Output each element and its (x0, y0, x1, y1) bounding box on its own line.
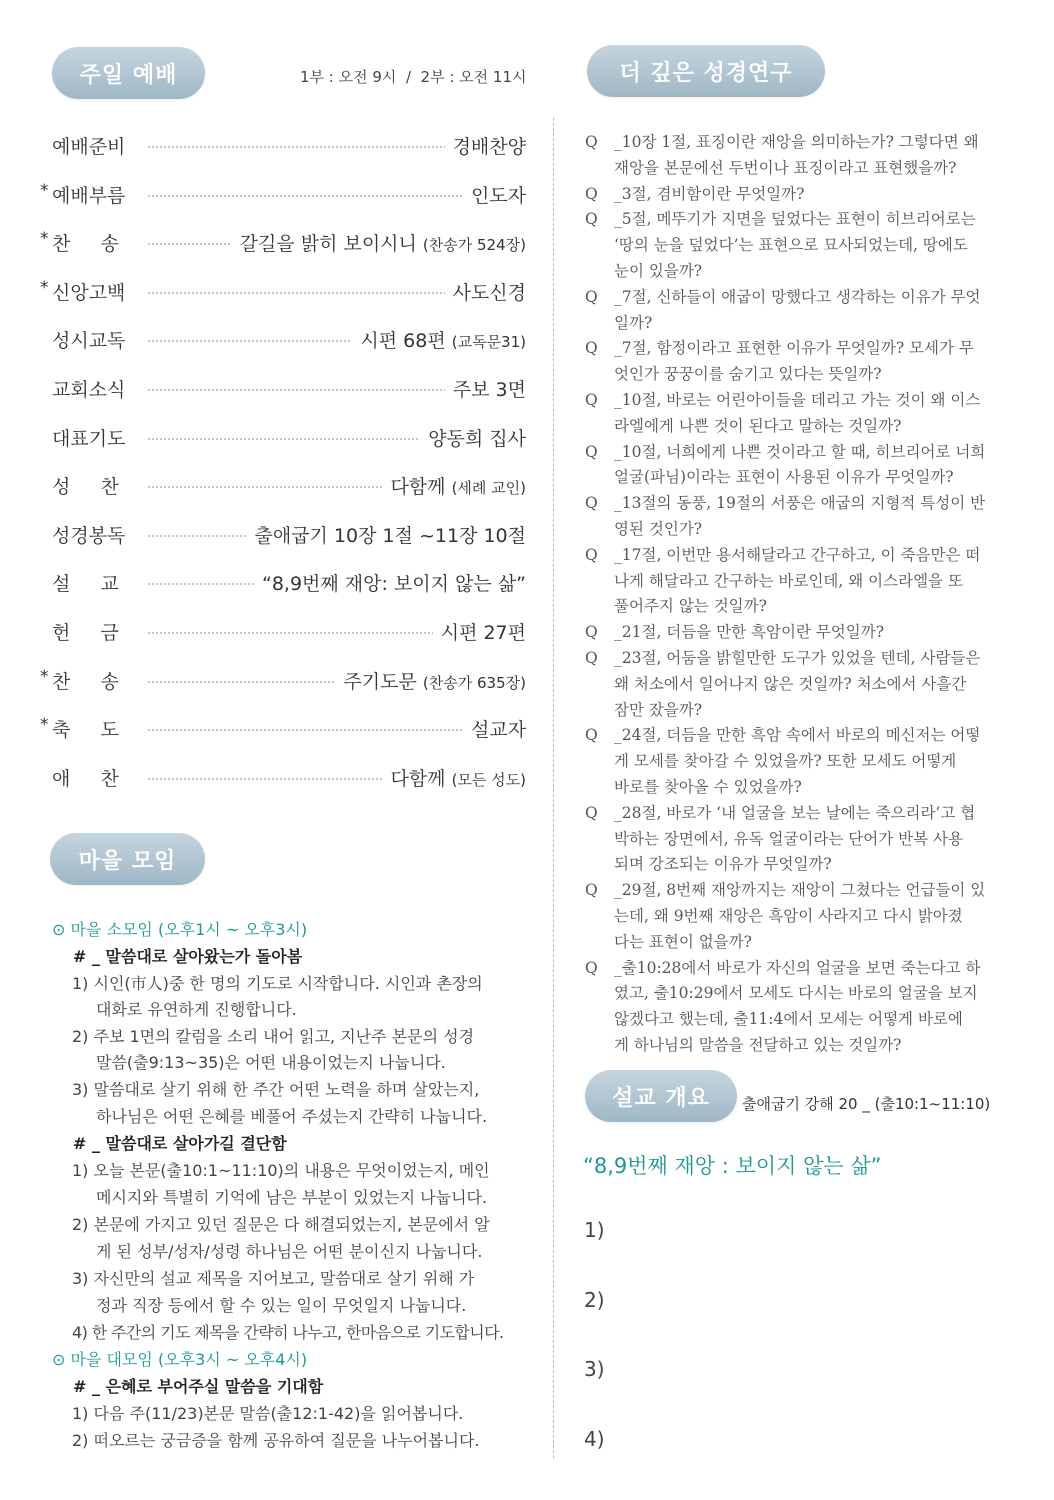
outline-point-1: 1) (584, 1218, 605, 1242)
standing-mark: * (40, 229, 49, 250)
worship-item-value-text: 경배찬양 (452, 136, 526, 158)
question-line: 라엘에게 나쁜 것이 된다고 말하는 것일까? (614, 416, 902, 435)
worship-item-label: 신앙고백 (52, 281, 126, 304)
worship-item-label: 축 도 (52, 719, 119, 742)
worship-item-note: (세례 교인) (451, 479, 526, 498)
worship-item-label: 찬 송 (52, 233, 119, 256)
question-mark-label: Q (585, 958, 598, 977)
question-mark-label: Q (585, 184, 598, 203)
study-question (585, 491, 1015, 543)
question-line: 되며 강조되는 이유가 무엇일까? (614, 855, 832, 874)
worship-item-value (254, 569, 526, 596)
study-question (585, 801, 1015, 878)
question-line: _10절, 바로는 어린아이들을 데리고 가는 것이 왜 이스 (614, 391, 981, 409)
question-mark-label: Q (585, 494, 598, 513)
question-line: _23절, 어둠을 밝힐만한 도구가 있었을 텐데, 사람들은 (614, 649, 981, 667)
question-mark-label: Q (585, 726, 598, 745)
worship-item-note: (찬송가 524장) (422, 236, 526, 255)
worship-item-value-text: 다함께 (390, 476, 446, 499)
question-line: 재앙을 본문에선 두번이나 표징이라고 표현했을까? (614, 158, 957, 177)
study-question (585, 878, 1015, 955)
study-question (585, 956, 1015, 1059)
sermon-section-title: 설교 개요 (585, 1070, 737, 1122)
question-line: 엇인가 꿍꿍이를 숨기고 있다는 뜻일까? (614, 365, 882, 384)
question-line: _7절, 신하들이 애굽이 망했다고 생각하는 이유가 무엇 (614, 287, 981, 306)
standing-mark: * (40, 277, 49, 298)
worship-item-value-text: “8,9번째 재앙: 보이지 않는 삶” (261, 573, 526, 596)
question-mark-label: Q (585, 287, 598, 306)
study-question (585, 723, 1015, 800)
worship-item-note: (교독문31) (451, 333, 526, 352)
question-mark-label: Q (585, 545, 598, 564)
worship-item (40, 666, 526, 695)
s1-line-5: 3) 말씀대로 살기 위해 한 주간 어떤 노력을 하며 살았는지, (72, 1080, 480, 1099)
s1-line-6: 하나님은 어떤 은혜를 베풀어 주셨는지 간략히 나눕니다. (96, 1107, 488, 1126)
question-line: _3절, 겸비함이란 무엇일까? (614, 184, 805, 203)
question-mark-label: Q (585, 803, 598, 822)
study-question (585, 388, 1015, 440)
worship-item (52, 326, 526, 354)
question-mark-label: Q (585, 391, 598, 409)
small-group-heading: ⊙ 마을 소모임 (오후1시 ~ 오후3시) (52, 920, 308, 939)
question-mark-label: Q (585, 649, 598, 667)
study-question (585, 336, 1015, 388)
worship-item (40, 229, 526, 257)
worship-item-value-text: 사도신경 (452, 281, 526, 304)
worship-item-value (335, 667, 526, 694)
question-line: _21절, 더듬을 만한 흑암이란 무엇일까? (614, 623, 885, 642)
column-divider (553, 118, 554, 1458)
s2-line-2: 메시지와 특별히 기억에 남은 부분이 있었는지 나눕니다. (96, 1188, 488, 1207)
worship-item-value-text: 시편 27편 (440, 622, 526, 644)
worship-item-label: 대표기도 (52, 427, 126, 450)
question-line: _10장 1절, 표징이란 재앙을 의미하는가? 그렇다면 왜 (614, 133, 979, 151)
question-line: 눈이 있을까? (614, 261, 703, 280)
worship-item (52, 132, 526, 160)
worship-item-value-text: 주기도문 (343, 670, 417, 693)
worship-item (52, 375, 526, 403)
service-times: 1부 : 오전 9시 / 2부 : 오전 11시 (300, 68, 527, 86)
study-question (585, 646, 1015, 723)
worship-item-label: 예배준비 (52, 136, 126, 158)
standing-mark: * (40, 666, 49, 687)
sermon-series: 출애굽기 강해 20 _ (출10:1~11:10) (742, 1095, 991, 1113)
worship-item (40, 715, 526, 743)
worship-item-label: 설 교 (52, 573, 119, 596)
worship-item-value (445, 375, 526, 402)
worship-item-label: 성경봉독 (52, 524, 126, 547)
standing-mark: * (40, 180, 49, 201)
study-question (585, 440, 1015, 492)
question-mark-label: Q (585, 881, 598, 900)
large-group-heading: ⊙ 마을 대모임 (오후3시 ~ 오후4시) (52, 1350, 308, 1369)
worship-item-label: 성 찬 (52, 476, 119, 499)
question-line: _28절, 바로가 ‘내 얼굴을 보는 날에는 죽으리라’고 협 (614, 803, 976, 822)
question-line: 박하는 장면에서, 유독 얼굴이라는 단어가 반복 사용 (614, 829, 963, 848)
s1-line-2: 대화로 유연하게 진행합니다. (96, 1000, 297, 1019)
worship-item (40, 180, 526, 209)
question-line: _10절, 너희에게 나쁜 것이라고 할 때, 히브리어로 너희 (614, 442, 986, 461)
study-section-title: 더 깊은 성경연구 (587, 45, 825, 97)
s2-line-6: 정과 직장 등에서 할 수 있는 일이 무엇일지 나눕니다. (96, 1296, 467, 1315)
question-line: ‘땅의 눈을 덮었다’는 표현으로 묘사되었는데, 땅에도 (614, 236, 968, 255)
s1-line-3: 2) 주보 1면의 칼럼을 소리 내어 읽고, 지난주 본문의 성경 (72, 1027, 475, 1046)
worship-item-value-text: 양동희 집사 (428, 427, 526, 450)
question-line: _출10:28에서 바로가 자신의 얼굴을 보면 죽는다고 하 (614, 958, 981, 977)
study-question (585, 207, 1015, 284)
worship-item-value-text: 시편 68편 (360, 330, 446, 353)
sermon-title: “8,9번째 재앙 : 보이지 않는 삶” (583, 1154, 882, 1178)
question-mark-label: Q (585, 210, 598, 229)
s2-line-1: 1) 오늘 본문(출10:1~11:10)의 내용은 무엇이었는지, 메인 (72, 1161, 490, 1180)
question-line: 였고, 출10:29에서 모세도 다시는 바로의 얼굴을 보지 (614, 984, 978, 1003)
question-line: 풀어주지 않는 것일까? (614, 597, 767, 616)
question-line: _24절, 더듬을 만한 흑암 속에서 바로의 메신저는 어떻 (614, 726, 981, 745)
worship-item-value (445, 278, 526, 305)
question-line: 게 모세를 찾아갈 수 있었을까? 또한 모세도 어떻게 (614, 752, 957, 771)
question-line: 다는 표현이 없을까? (614, 932, 752, 951)
worship-item-label: 성시교독 (52, 330, 126, 353)
large-group-sub: # _ 은혜로 부어주실 말씀을 기대함 (73, 1377, 324, 1396)
question-line: 일까? (614, 313, 653, 332)
worship-item-value (382, 764, 526, 791)
question-line: 않겠다고 했는데, 출11:4에서 모세는 어떻게 바로에 (614, 1010, 963, 1029)
outline-point-2: 2) (584, 1288, 605, 1312)
worship-section-title: 주일 예배 (52, 47, 205, 99)
s2-line-4: 게 된 성부/성자/성령 하나님은 어떤 분이신지 나눕니다. (96, 1242, 483, 1261)
question-mark-label: Q (585, 623, 598, 642)
question-line: 영된 것인가? (614, 519, 703, 538)
maeul-section-title: 마을 모임 (50, 833, 205, 885)
study-question (585, 182, 1015, 208)
question-line: _29절, 8번째 재앙까지는 재앙이 그쳤다는 언급들이 있 (614, 881, 986, 900)
study-question (585, 543, 1015, 620)
worship-item-value-text: 다함께 (390, 767, 446, 790)
s3-line-1: 1) 다음 주(11/23)본문 말씀(출12:1-42)을 읽어봅니다. (72, 1404, 464, 1423)
worship-item-note: (모든 성도) (451, 770, 526, 789)
worship-item (52, 618, 526, 646)
worship-item-value (445, 132, 526, 159)
worship-item-value (433, 618, 526, 645)
worship-item-label: 예배부름 (52, 184, 126, 207)
question-line: 얼굴(파님)이라는 표현이 사용된 이유가 무엇일까? (614, 468, 954, 487)
s2-line-5: 3) 자신만의 설교 제목을 지어보고, 말씀대로 살기 위해 가 (72, 1269, 475, 1288)
question-mark-label: Q (585, 339, 598, 358)
worship-item (52, 521, 526, 549)
s1-line-4: 말씀(출9:13~35)은 어떤 내용이었는지 나눕니다. (96, 1053, 446, 1072)
s2-line-7: 4) 한 주간의 기도 제목을 간략히 나누고, 한마음으로 기도합니다. (72, 1323, 504, 1342)
question-line: 바로를 찾아올 수 있었을까? (614, 777, 802, 796)
worship-item (52, 424, 526, 452)
question-line: 잠만 잤을까? (614, 700, 703, 719)
worship-item (52, 472, 526, 500)
worship-item (40, 277, 526, 306)
outline-point-3: 3) (584, 1357, 605, 1381)
study-question (585, 620, 1015, 646)
question-mark-label: Q (585, 133, 598, 151)
worship-item-value (246, 521, 526, 548)
question-line: _7절, 함정이라고 표현한 이유가 무엇일까? 모세가 무 (614, 339, 974, 358)
worship-item-label: 헌 금 (52, 622, 119, 644)
outline-point-4: 4) (584, 1427, 605, 1451)
question-line: _13절의 동풍, 19절의 서풍은 애굽의 지형적 특성이 반 (614, 494, 986, 513)
question-mark-label: Q (585, 442, 598, 461)
worship-item-value (232, 229, 526, 256)
worship-item-label: 찬 송 (52, 670, 119, 693)
s1-line-1: 1) 시인(市人)중 한 명의 기도로 시작합니다. 시인과 촌장의 (72, 974, 483, 993)
study-question (585, 130, 1015, 182)
worship-item (52, 569, 526, 597)
small-group-sub1: # _ 말씀대로 살아왔는가 돌아봄 (73, 947, 303, 966)
small-group-sub2: # _ 말씀대로 살아가길 결단함 (73, 1134, 287, 1153)
question-line: _17절, 이번만 용서해달라고 간구하고, 이 죽음만은 떠 (614, 545, 981, 564)
question-line: _5절, 메뚜기가 지면을 덮었다는 표현이 히브리어로는 (614, 210, 976, 229)
worship-item-value-text: 인도자 (470, 184, 526, 207)
worship-item-value (352, 326, 526, 353)
worship-item-value-text: 갈길을 밝히 보이시니 (239, 233, 417, 256)
s3-line-2: 2) 떠오르는 궁금증을 함께 공유하여 질문을 나누어봅니다. (72, 1431, 480, 1450)
worship-item (52, 764, 526, 792)
s2-line-3: 2) 본문에 가지고 있던 질문은 다 해결되었는지, 본문에서 알 (72, 1215, 490, 1234)
worship-item-label: 교회소식 (52, 379, 126, 401)
worship-item-value (382, 472, 526, 499)
worship-item-value (420, 424, 526, 451)
question-line: 나게 해달라고 간구하는 바로인데, 왜 이스라엘을 또 (614, 571, 963, 590)
worship-item-value (463, 715, 526, 742)
question-line: 게 하나님의 말씀을 전달하고 있는 것일까? (614, 1035, 902, 1054)
worship-item-value (463, 181, 526, 208)
worship-item-note: (찬송가 635장) (422, 673, 526, 692)
worship-item-label: 애 찬 (52, 767, 119, 790)
study-question (585, 285, 1015, 337)
question-line: 는데, 왜 9번째 재앙은 흑암이 사라지고 다시 밝아졌 (614, 906, 963, 925)
worship-item-value-text: 주보 3면 (452, 379, 526, 401)
worship-item-value-text: 출애굽기 10장 1절 ~11장 10절 (254, 524, 526, 547)
worship-item-value-text: 설교자 (470, 719, 526, 742)
question-line: 왜 처소에서 일어나지 않은 것일까? 처소에서 사흘간 (614, 674, 967, 693)
standing-mark: * (40, 715, 49, 736)
